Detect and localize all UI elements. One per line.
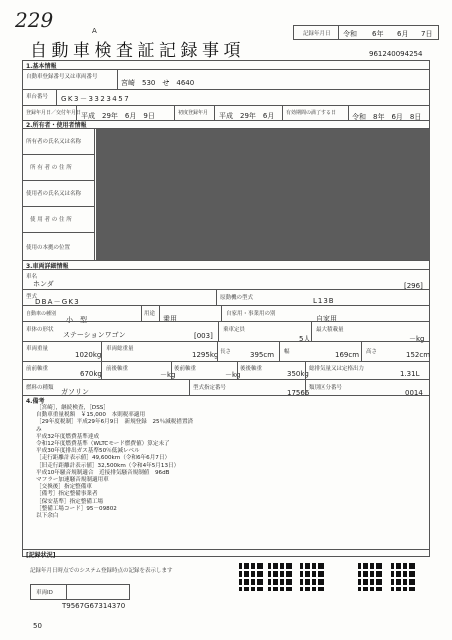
record-date-year: 6年 (372, 30, 384, 38)
reg-number-label: 自動車登録番号又は車両番号 (26, 74, 98, 80)
class-label: 類別区分番号 (309, 385, 343, 391)
owner-address-label: 所 有 者 の 住 所 (30, 165, 72, 171)
kind-label: 自動車の種別 (26, 311, 57, 317)
height-label: 高さ (366, 349, 378, 355)
displacement-value: 1.31L (400, 370, 420, 378)
rear-front-axle-value: －kg (225, 371, 241, 379)
record-date-era: 令和 (343, 30, 357, 38)
qr-code-1 (239, 563, 263, 591)
engine-label: 原動機の型式 (220, 295, 254, 301)
first-reg-value: 平成 29年 6月 9日 (81, 112, 155, 120)
section-remarks-title: 4.備考 (26, 398, 45, 405)
record-status-title: [記録状況] (26, 552, 56, 559)
front-front-axle-label: 前前軸重 (26, 366, 49, 372)
record-date-day: 7日 (421, 30, 433, 38)
shape-label: 車体の形状 (26, 327, 54, 333)
weight-value: 1020kg (75, 351, 102, 359)
first-year-label: 初度登録年月 (178, 110, 209, 116)
width-label: 幅 (284, 349, 290, 355)
page-number: 50 (33, 622, 42, 630)
kind-value: 小 型 (66, 316, 87, 324)
first-reg-label: 登録年月日／交付年月日 (26, 110, 82, 116)
user-name-label: 使用者の氏名又は名称 (26, 191, 82, 197)
cert-label: 型式指定番号 (193, 385, 227, 391)
chassis-value: GK3－3323457 (61, 95, 131, 103)
shape-value: ステーションワゴン (63, 331, 126, 339)
length-label: 長さ (220, 349, 232, 355)
section-basic-title: 1.基本情報 (26, 63, 57, 70)
qr-code-5 (391, 563, 415, 591)
max-load-label: 最大積載量 (316, 327, 344, 333)
user-address-label: 使 用 者 の 住 所 (30, 217, 72, 223)
engine-value: L13B (313, 297, 335, 305)
height-value: 152cm (406, 351, 431, 359)
qr-code-4 (358, 563, 382, 591)
reg-number-value: 宮崎 530 せ 4640 (121, 79, 195, 87)
weight-label: 車両重量 (26, 346, 49, 352)
record-date-label: 記録年月日 (303, 31, 331, 37)
width-value: 169cm (335, 351, 360, 359)
vehicle-id-label: 車両ID (36, 590, 53, 596)
front-rear-axle-label: 前後軸重 (106, 366, 129, 372)
record-date-month: 6月 (397, 30, 409, 38)
maker-value: ホンダ (33, 280, 54, 288)
section-owner-title: 2.所有者・使用者情報 (26, 122, 87, 129)
rear-rear-axle-value: 350kg (287, 370, 309, 378)
record-status-text: 記録年月日時点でのシステム登録時点の記録を表示します (30, 568, 173, 574)
maker-label: 車名 (26, 274, 38, 280)
form-letter: A (92, 27, 97, 35)
shape-code: [003] (194, 332, 213, 340)
cert-value: 17566 (287, 389, 310, 397)
vehicle-id-value: T9567G67314370 (62, 602, 126, 610)
serial-number: 961240094254 (369, 50, 423, 58)
max-load-value: －kg (409, 335, 425, 343)
private-value: 自家用 (316, 315, 337, 323)
first-year-value: 平成 29年 6月 (219, 112, 275, 120)
handwritten-number: 229 (15, 8, 54, 32)
front-rear-axle-value: －kg (160, 371, 176, 379)
gross-value: 1295kg (192, 351, 219, 359)
remarks-text: ［宮崎］，継続検査，［DSS］ 自動車重量税額 ￥15,000 本則税率適用 ［29年度税制］平成29年6月9日 新規登録 25％減税措置済 み 平成32年度燃費基準達成 令和12年度燃費基準（WLTCモード燃費値）算定未了 平成30年度排出ガス基準50％低減レベル ［走行距離計表示値］49,600km（令和6年6月7日） ［旧走行距離計表示値］32,500km（令和4年5月13日） 平成10年騒音規制適合 近接排気騒音規制値 96dB マフラー加速騒音規制適用車 ［交換後］指定整備車 ［備考］指定整備事業者 ［保安基準］指定整備工場 ［整備工場コード］95－09802 以下余白 (36, 405, 194, 520)
expiry-value: 令和 8年 6月 8日 (352, 113, 422, 121)
fuel-label: 燃料の種類 (26, 385, 54, 391)
model-label: 型式 (26, 294, 38, 300)
capacity-value: 5人 (299, 335, 311, 343)
maker-code: [296] (404, 282, 423, 290)
front-front-axle-value: 670kg (80, 370, 102, 378)
fuel-value: ガソリン (61, 388, 89, 396)
qr-code-2 (268, 563, 292, 591)
model-value: DBA－GK3 (35, 298, 80, 306)
gross-label: 車両総重量 (106, 346, 134, 352)
rear-rear-axle-label: 後後軸重 (240, 366, 263, 372)
owner-name-label: 所有者の氏名又は名称 (26, 139, 82, 145)
document-title: 自動車検査証記録事項 (30, 41, 245, 61)
capacity-label: 乗車定員 (223, 327, 246, 333)
rear-front-axle-label: 後前軸重 (174, 366, 197, 372)
length-value: 395cm (250, 351, 275, 359)
chassis-label: 車台番号 (26, 94, 49, 100)
private-label: 自家用・事業用の別 (226, 311, 276, 317)
qr-code-3 (300, 563, 324, 591)
use-value: 乗用 (163, 315, 177, 323)
base-location-label: 使用の本拠の位置 (26, 245, 71, 251)
use-label: 用途 (144, 311, 156, 317)
displacement-label: 総排気量又は定格出力 (309, 366, 365, 372)
class-value: 0014 (405, 389, 423, 397)
redacted-owner-info (96, 129, 430, 260)
section-vehicle-title: 3.車両詳細情報 (26, 263, 69, 270)
expiry-label: 有効期間の満了する日 (286, 110, 337, 116)
